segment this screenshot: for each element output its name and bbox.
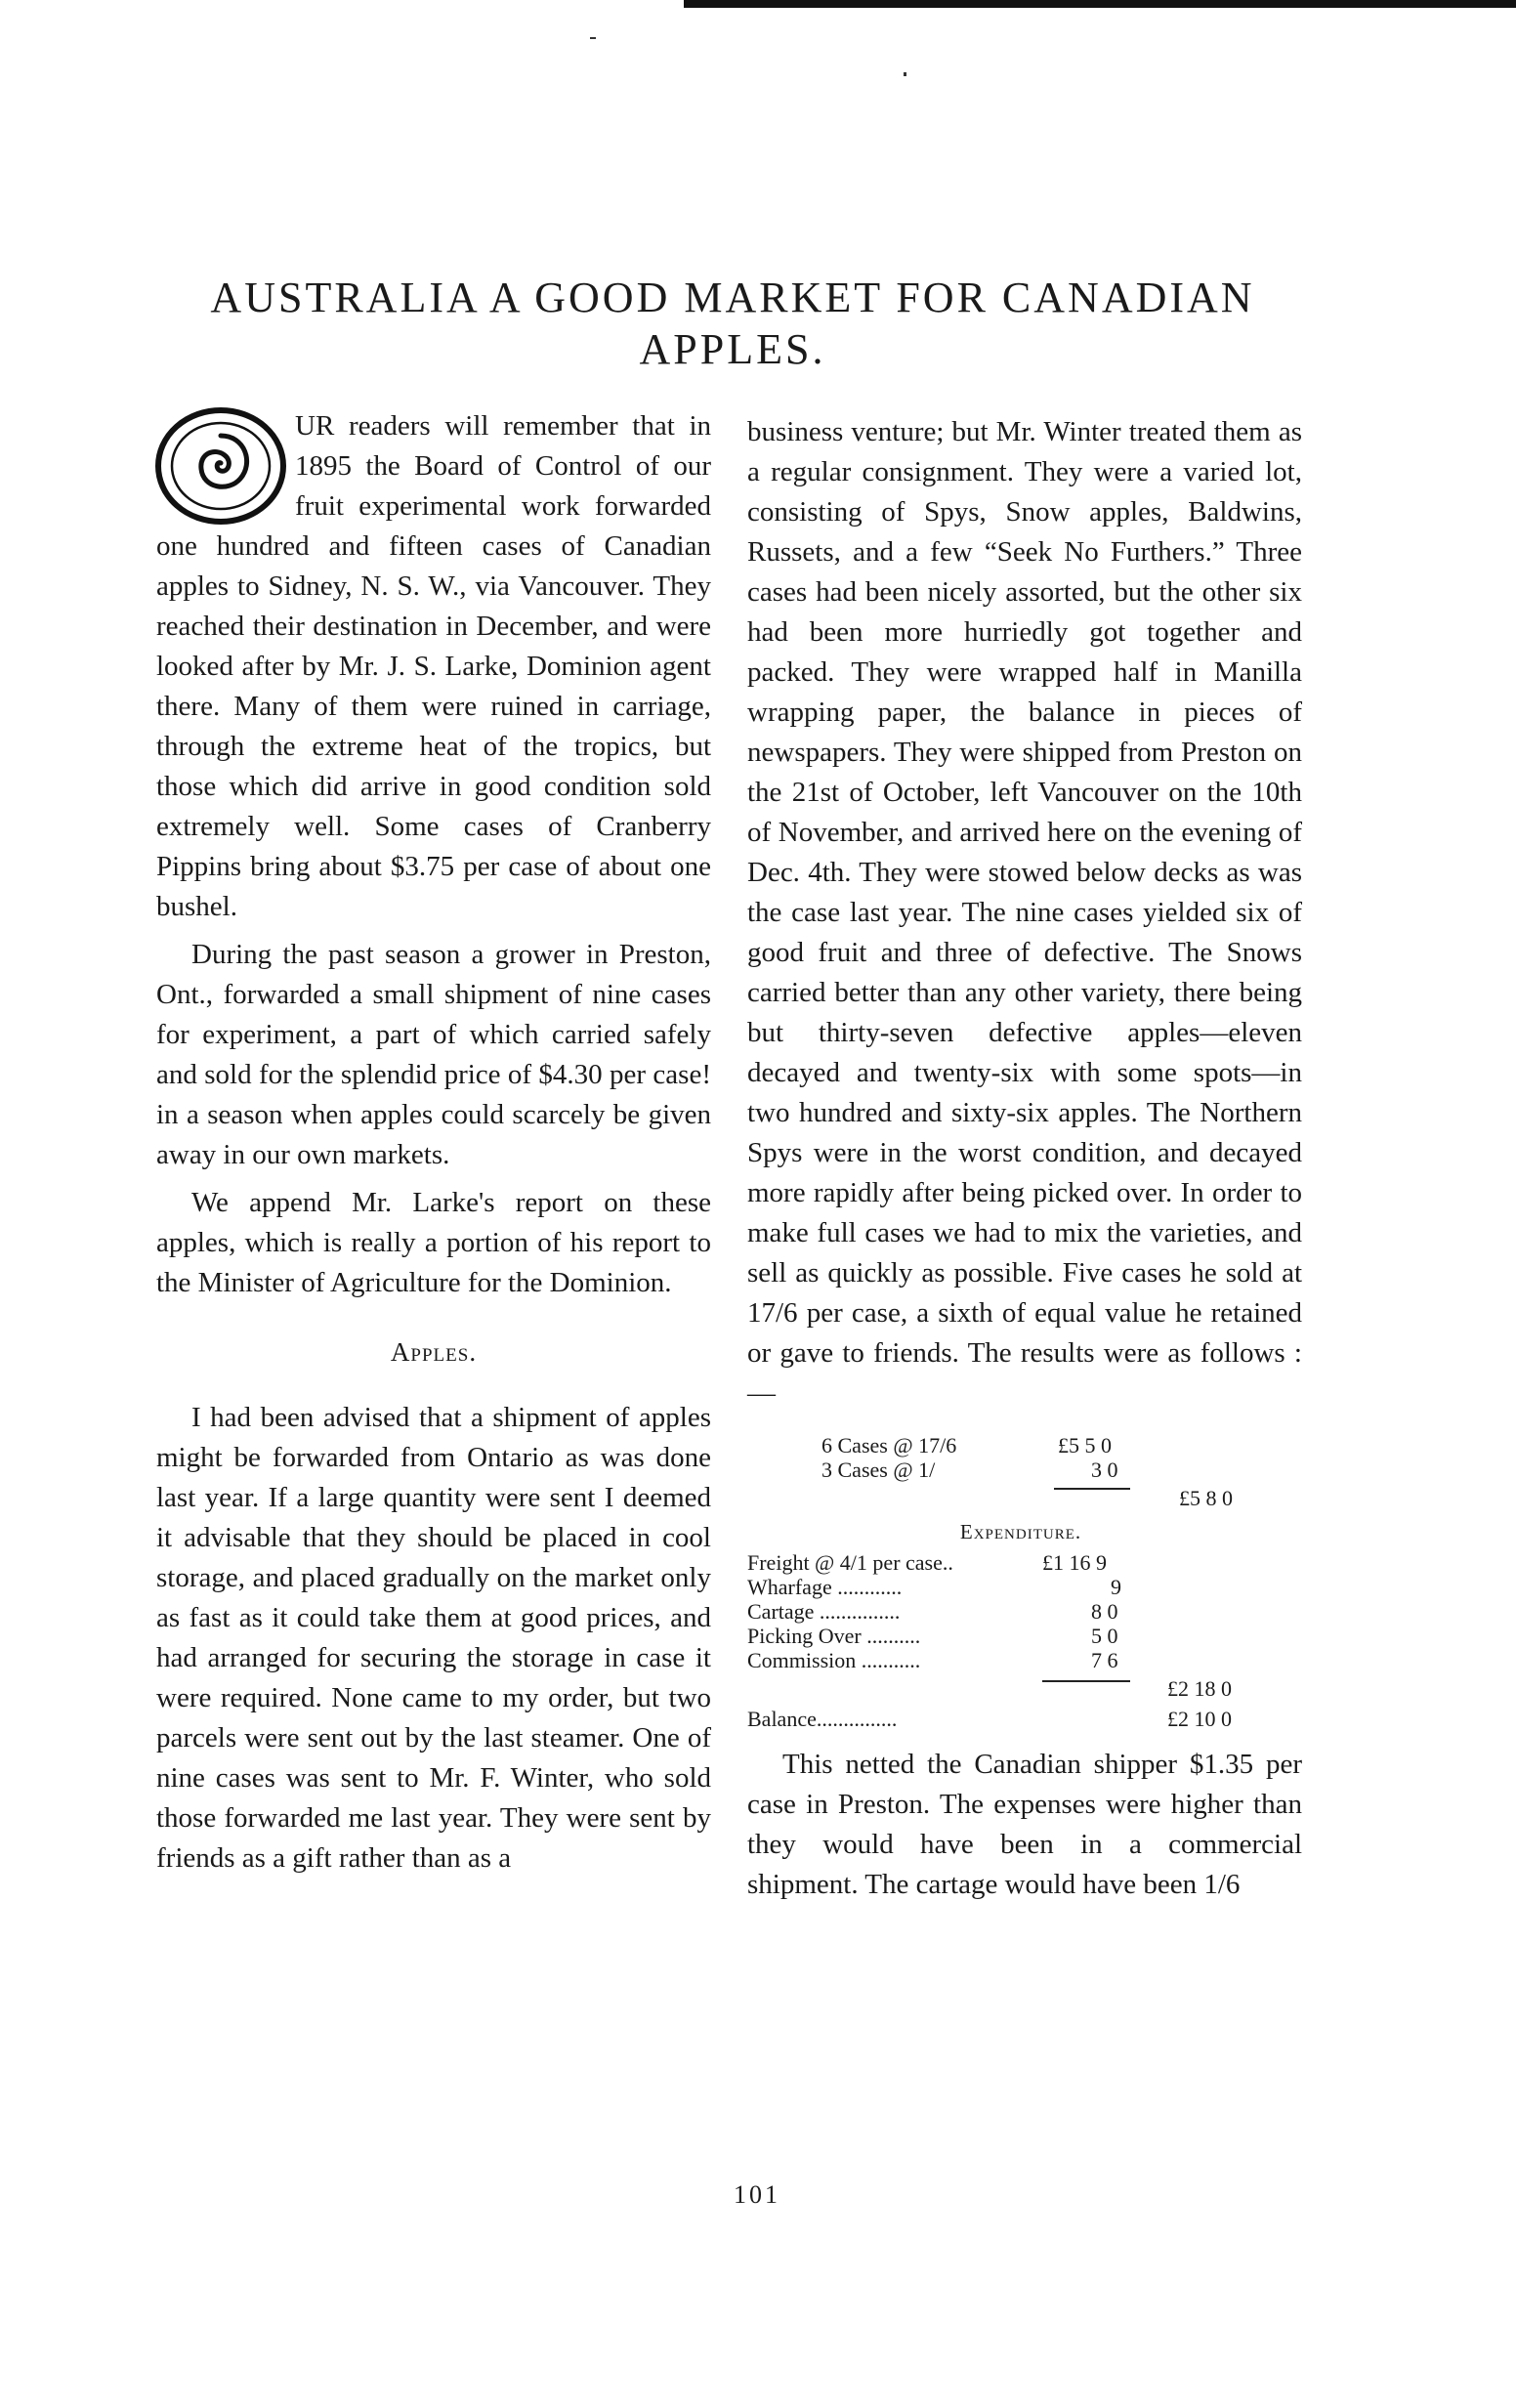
ledger-rule [1042, 1680, 1130, 1682]
ledger-label: Commission ........... [747, 1648, 921, 1672]
ledger-label: Cartage ............... [747, 1599, 901, 1624]
ledger-row [747, 1624, 1294, 1648]
ledger-row [747, 1433, 1294, 1457]
ledger-label: 3 Cases @ 1/ [821, 1457, 936, 1482]
paragraph-intro: UR readers will remember that in 1895 the Board of Control of our fruit experimental work forwarded one hundred and fifteen cases of Canadian apples to Sidney, N. S. W., via Vancouver. They reached their destination in December, and were looked after by Mr. J. S. Larke, Dominion agent there. Many of them were ruined in carriage, through the extreme heat of the tropics, but those which did arrive in good condition sold extremely well. Some cases of Cranberry Pippins bring about $3.75 per case of about one bushel. [156, 410, 711, 922]
ledger-amount: 7 6 [1091, 1648, 1118, 1672]
ledger-row [747, 1599, 1294, 1624]
paragraph-preston: During the past season a grower in Preston, Ont., forwarded a small shipment of nine cases for experiment, a part of which carried safely and sold for the splendid price of $4.30 per case! in a season when apples could scarcely be given away in our own markets. [156, 939, 711, 1170]
ledger-row [747, 1648, 1294, 1672]
page-number: 101 [734, 2180, 780, 2209]
dropcap-o [152, 406, 289, 526]
ledger-sales-total: £5 8 0 [1179, 1486, 1233, 1510]
ledger-row [747, 1457, 1294, 1482]
paragraph-report: I had been advised that a shipment of apples might be forwarded from Ontario as was done last year. If a large quantity were sent I deemed it advisable that they should be placed in cool storage, and placed gradually on the market only as fast as it could take them at good prices, and had arranged for securing the storage in case it were required. None came to my order, but two parcels were sent out by the last steamer. One of nine cases was sent to Mr. F. Winter, who sold those forwarded me last year. They were sent by friends as a gift rather than as a [156, 1402, 711, 1874]
ledger-subtotal-row [747, 1672, 1294, 1701]
left-column [156, 406, 711, 1879]
ledger-label: Freight @ 4/1 per case.. [747, 1550, 953, 1575]
ledger-subtotal-row [747, 1482, 1294, 1510]
expenditure-heading: Expenditure. [959, 1520, 1082, 1543]
section-heading-apples: Apples. [390, 1337, 478, 1367]
ledger-amount: £1 16 9 [1042, 1550, 1107, 1575]
top-border-rule [684, 0, 1516, 8]
ornamental-o-icon [152, 406, 289, 526]
title-line-1: AUSTRALIA A GOOD MARKET FOR CANADIAN [210, 274, 1255, 321]
ledger-amount: 5 0 [1091, 1624, 1118, 1648]
ledger-amount: 3 0 [1091, 1457, 1118, 1482]
ledger-label: 6 Cases @ 17/6 [821, 1433, 957, 1457]
ledger-balance-label: Balance............... [747, 1707, 898, 1731]
ledger-row [747, 1550, 1294, 1575]
right-column [747, 412, 1302, 1905]
ledger-rule [1054, 1488, 1130, 1490]
title-line-2: APPLES. [639, 325, 826, 373]
ledger-row [747, 1575, 1294, 1599]
account-table [747, 1433, 1294, 1731]
ledger-amount: 8 0 [1091, 1599, 1118, 1624]
paragraph-append: We append Mr. Larke's report on these apples, which is really a portion of his report to the Minister of Agriculture for the Dominion. [156, 1187, 711, 1298]
print-speck [904, 72, 906, 76]
ledger-expenses-total: £2 18 0 [1167, 1676, 1232, 1701]
article-title [156, 272, 1309, 375]
ledger-amount: 9 [1111, 1575, 1121, 1599]
ledger-label: Wharfage ............ [747, 1575, 903, 1599]
paragraph-netted: This netted the Canadian shipper $1.35 per case in Preston. The expenses were higher than they would have been in a commercial shipment. The cartage would have been 1/6 [747, 1749, 1302, 1900]
ledger-label: Picking Over .......... [747, 1624, 921, 1648]
paragraph-continued: business venture; but Mr. Winter treated them as a regular consignment. They were a varied lot, consisting of Spys, Snow apples, Baldwins, Russets, and a few “Seek No Furthers.” Three cases had been nicely assorted, but the other six had been more hurriedly got together and packed. They were wrapped half in Manilla wrapping paper, the balance in pieces of newspapers. They were shipped from Preston on the 21st of October, left Vancouver on the 10th of November, and arrived here on the evening of Dec. 4th. They were stowed below decks as was the case last year. The nine cases yielded six of good fruit and three of defective. The Snows carried better than any other variety, there being but thirty-seven defective apples—eleven decayed and twenty-six with some spots—in two hundred and sixty-six apples. The Northern Spys were in the worst condition, and decayed more rapidly after being picked over. In order to make full cases we had to mix the varieties, and sell as quickly as possible. Five cases he sold at 17/6 per case, a sixth of equal value he retained or gave to friends. The results were as follows :— [747, 416, 1302, 1409]
ledger-balance-row [747, 1707, 1294, 1731]
ledger-amount: £5 5 0 [1058, 1433, 1112, 1457]
print-speck [590, 37, 596, 39]
ledger-balance-amount: £2 10 0 [1167, 1707, 1232, 1731]
